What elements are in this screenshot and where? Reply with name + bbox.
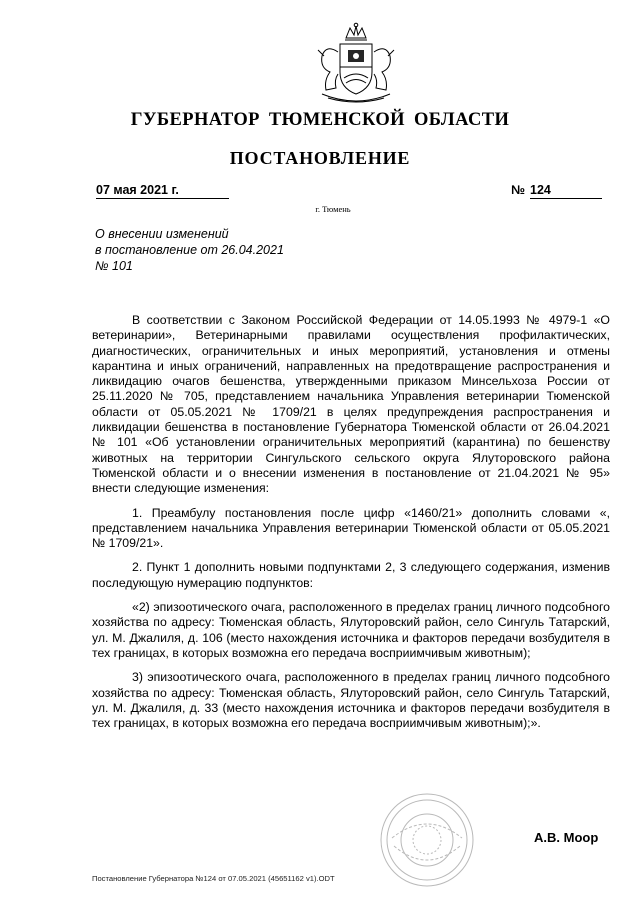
city-label: г. Тюмень (315, 204, 351, 214)
document-date: 07 мая 2021 г. (96, 183, 229, 199)
coat-of-arms-emblem (308, 22, 404, 108)
subject-line: в постановление от 26.04.2021 (95, 243, 284, 257)
official-seal-stamp (372, 790, 482, 890)
body-paragraph: 2. Пункт 1 дополнить новыми подпунктами 2, 3 следующего содержания, изменив последующую нумерацию подпунктов: (92, 560, 610, 590)
body-paragraph: 1. Преамбулу постановления после цифр «1460/21» дополнить словами «, представлением начальника Управления ветеринарии Тюменской области от 05.05.2021 № 1709/21». (92, 505, 610, 551)
subject-line: О внесении изменений (95, 227, 229, 241)
subject-line: № 101 (95, 259, 133, 273)
signer-name: А.В. Моор (534, 830, 599, 845)
body-paragraph: В соответствии с Законом Российской Федерации от 14.05.1993 № 4979-1 «О ветеринарии», Ветеринарными правилами осуществления профилактических, диагностических, ограничительных и иных мероприятий, установления и отмены карантина и иных ограничений, направленных на предотвращение распространения и ликвидацию очагов бешенства, утвержденными приказом Минсельхоза России от 25.11.2020 № 705, представлением начальника Управления ветеринарии Тюменской области от 05.05.2021 № 1709/21 в целях предупреждения распространения и ликвидации бешенства в постановление Губернатора Тюменской области от 26.04.2021 № 101 «Об установлении ограничительных мероприятий (карантина) по бешенству животных на территории Сингульского сельского округа Ялуторовского района Тюменской области и о внесении изменения в постановление от 21.04.2021 № 95» внести следующие изменения: (92, 313, 610, 496)
document-number: 124 (530, 183, 602, 199)
issuer-title: ГУБЕРНАТОР ТЮМЕНСКОЙ ОБЛАСТИ (130, 110, 510, 130)
document-body (92, 313, 610, 740)
body-paragraph: «2) эпизоотического очага, расположенного в пределах границ личного подсобного хозяйства по адресу: Тюменская область, Ялуторовский район, село Сингуль Татарский, ул. М. Джалиля, д. 106 (место нахождения источника и факторов передачи возбудителя в тех границах, в которых возможна его передача восприимчивым животным); (92, 600, 610, 660)
body-paragraph: 3) эпизоотического очага, расположенного в пределах границ личного подсобного хозяйства по адресу: Тюменская область, Ялуторовский район, село Сингуль Татарский, ул. М. Джалиля, д. 33 (место нахождения источника и факторов передачи возбудителя в тех границах, в которых возможна его передача восприимчивым животным);». (92, 670, 610, 731)
document-subject (95, 226, 355, 274)
number-sign: № (511, 183, 525, 197)
document-footer: Постановление Губернатора №124 от 07.05.2021 (45651162 v1).ODT (92, 874, 335, 883)
document-type: ПОСТАНОВЛЕНИЕ (229, 148, 411, 168)
